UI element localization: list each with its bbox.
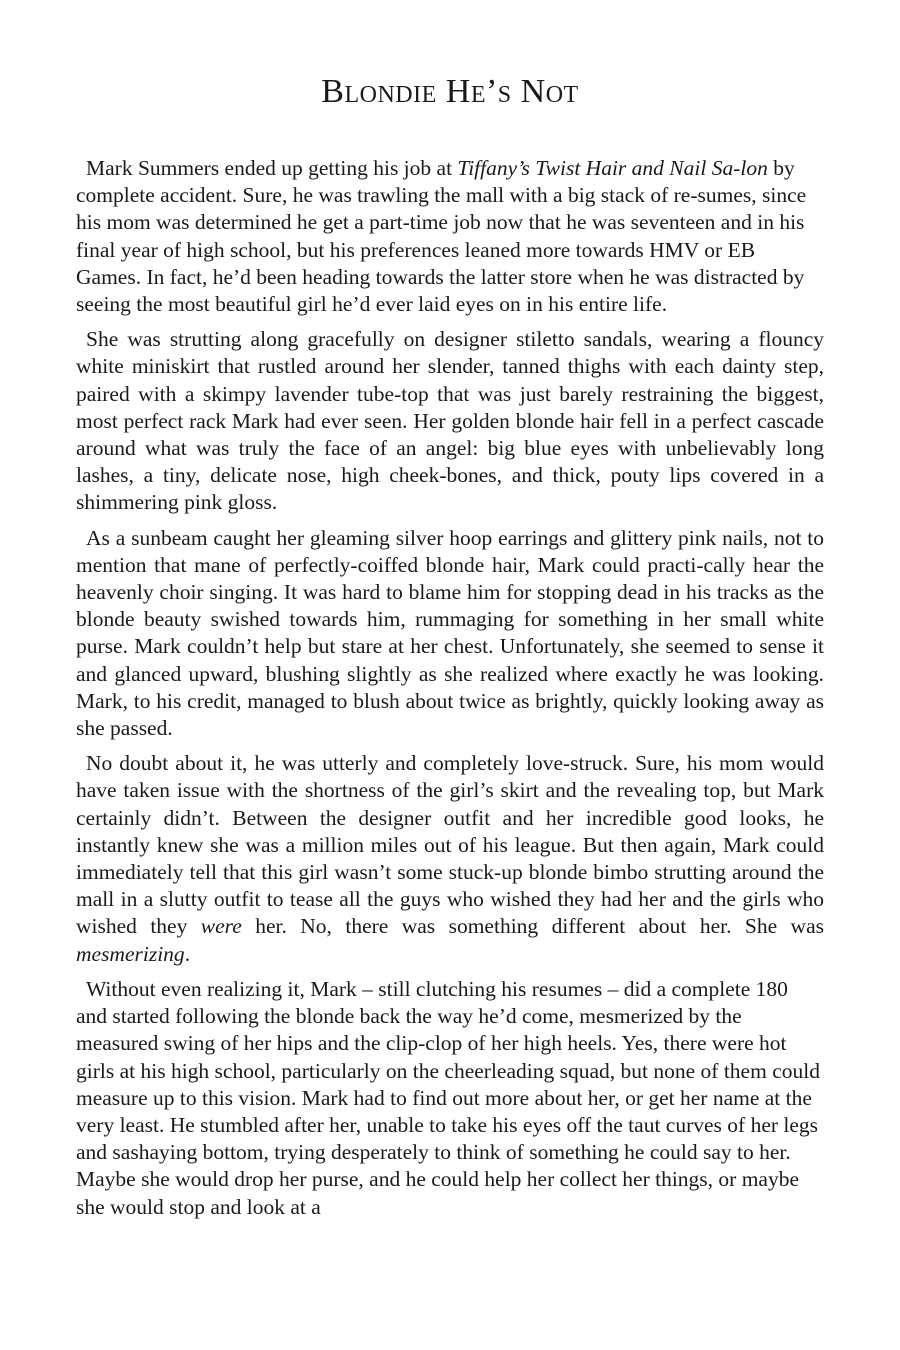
chapter-title: Blondie He’s Not	[321, 73, 579, 110]
paragraph	[76, 976, 824, 1221]
text-run: No doubt about it, he was utterly and completely love-struck. Sure, his mom would have taken issue with the shortness of the girl’s skirt and the revealing top, but Mark certainly didn’t. Between the designer outfit and her incredible good looks, he instantly knew she was a million miles out of his league. But then again, Mark could immediately tell that this girl wasn’t some stuck-up blonde bimbo strutting around the mall in a slutty outfit to tease all the guys who wished they had her and the girls who wished they	[76, 751, 824, 939]
italic-text: Tiffany’s Twist Hair and Nail Sa-lon	[457, 156, 768, 180]
chapter-body	[76, 155, 824, 1221]
text-run: Without even realizing it, Mark – still clutching his resumes – did a complete 180 and started following the blonde back the way he’d come, mesmerized by the measured swing of her hips and the clip-clop of her high heels. Yes, there were hot girls at his high school, particularly on the cheerleading squad, but none of them could measure up to this vision. Mark had to find out more about her, or get her name at the very least. He stumbled after her, unable to take his eyes off the taut curves of her legs and sashaying bottom, trying desperately to think of something he could say to her. Maybe she would drop her purse, and he could help her collect her things, or maybe she would stop and look at a	[76, 976, 820, 1219]
text-run: her. No, there was something different about her. She was	[241, 914, 824, 939]
paragraph	[76, 750, 824, 968]
paragraph	[76, 525, 824, 743]
text-run: She was strutting along gracefully on designer stiletto sandals, wearing a flouncy white miniskirt that rustled around her slender, tanned thighs with each dainty step, paired with a skimpy lavender tube-top that was just barely restraining the biggest, most perfect rack Mark had ever seen. Her golden blonde hair fell in a perfect cascade around what was truly the face of an angel: big blue eyes with unbelievably long lashes, a tiny, delicate nose, high cheek-bones, and thick, pouty lips covered in a shimmering pink gloss.	[76, 327, 824, 515]
text-run: by complete accident. Sure, he was trawling the mall with a big stack of re-sumes, since his mom was determined he get a part-time job now that he was seventeen and in his final year of high school, but his preferences leaned more towards HMV or EB Games. In fact, he’d been heading towards the latter store when he was distracted by seeing the most beautiful girl he’d ever laid eyes on in his entire life.	[76, 156, 807, 317]
paragraph	[76, 326, 824, 516]
italic-text: were	[200, 914, 242, 939]
text-run: As a sunbeam caught her gleaming silver hoop earrings and glittery pink nails, not to mention that mane of perfectly-coiffed blonde hair, Mark could practi-cally hear the heavenly choir singing. It was hard to blame him for stopping dead in his tracks as the blonde beauty swished towards him, rummaging for something in her small white purse. Mark couldn’t help but stare at her chest. Unfortunately, she seemed to sense it and glanced upward, blushing slightly as she realized where exactly he was looking. Mark, to his credit, managed to blush about twice as brightly, quickly looking away as she passed.	[76, 525, 824, 741]
text-run: Mark Summers ended up getting his job at	[86, 156, 458, 180]
italic-text: mesmerizing	[76, 941, 185, 966]
text-run: .	[184, 941, 191, 966]
book-page	[76, 0, 824, 1229]
paragraph	[76, 155, 824, 318]
